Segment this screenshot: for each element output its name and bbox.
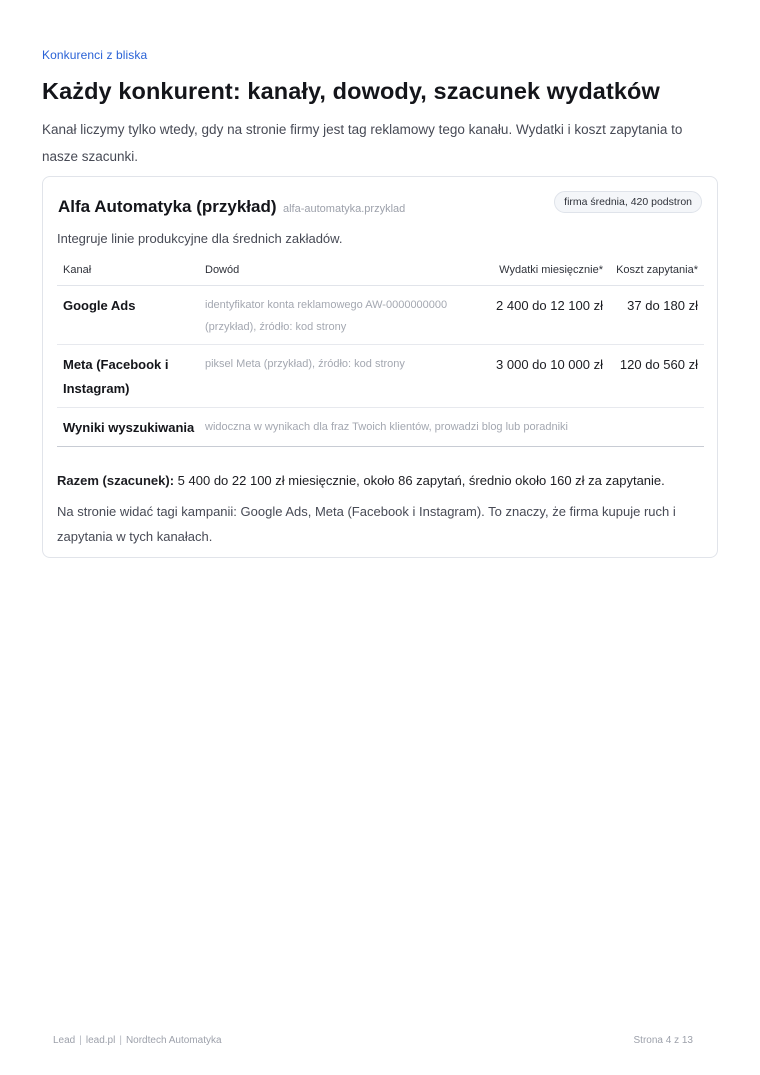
evidence-cell: identyfikator konta reklamowego AW-0000000000 (przykład), źródło: kod strony — [205, 299, 448, 333]
total-label: Razem (szacunek): — [57, 473, 175, 488]
channel-cell: Wyniki wyszukiwania — [63, 420, 195, 435]
evidence-cell: widoczna w wynikach dla fraz Twoich klientów, prowadzi blog lub poradniki — [205, 421, 568, 433]
page-title: Każdy konkurent: kanały, dowody, szacunek wydatków — [42, 78, 660, 104]
footer-separator: | — [119, 1035, 122, 1046]
section-eyebrow: Konkurenci z bliska — [42, 48, 148, 62]
company-name: Alfa Automatyka (przykład) — [58, 197, 277, 216]
column-header-cost-per-inquiry: Koszt zapytania* — [616, 264, 698, 276]
footer-meta — [53, 1035, 222, 1046]
table-row — [57, 408, 704, 447]
total-value: 5 400 do 22 100 zł miesięcznie, około 86 zapytań, średnio około 160 zł za zapytanie. — [177, 473, 665, 488]
column-header-monthly-spend: Wydatki miesięcznie* — [499, 264, 603, 276]
table-row — [57, 286, 704, 345]
competitor-card — [42, 176, 718, 558]
company-description: Integruje linie produkcyjne dla średnich zakładów. — [57, 231, 343, 246]
cost-cell: 120 do 560 zł — [619, 357, 698, 372]
table-row — [57, 345, 704, 408]
spend-cell: 3 000 do 10 000 zł — [496, 357, 603, 372]
channel-evidence-table — [57, 259, 704, 447]
footer-client: Nordtech Automatyka — [125, 1035, 222, 1046]
channel-cell: Google Ads — [63, 298, 136, 313]
channel-cell: Meta (Facebook i Instagram) — [63, 357, 169, 396]
campaign-note: Na stronie widać tagi kampanii: Google Ads, Meta (Facebook i Instagram). To znaczy, że firma kupuje ruch i zapytania w tych kanałach. — [57, 504, 676, 544]
evidence-cell: piksel Meta (przykład), źródło: kod strony — [205, 358, 405, 370]
table-header-row — [57, 259, 704, 286]
footer-site: lead.pl — [85, 1035, 116, 1046]
company-domain: alfa-automatyka.przyklad — [282, 203, 406, 215]
intro-text: Kanał liczymy tylko wtedy, gdy na stronie firmy jest tag reklamowy tego kanału. Wydatki i koszt zapytania to nasze szacunki. — [42, 122, 683, 164]
company-size-badge: firma średnia, 420 podstron — [554, 191, 702, 213]
footer-separator: | — [79, 1035, 82, 1046]
spend-cell: 2 400 do 12 100 zł — [496, 298, 603, 313]
column-header-evidence: Dowód — [205, 264, 240, 276]
page-number: Strona 4 z 13 — [633, 1035, 693, 1046]
footer-brand: Lead — [53, 1035, 76, 1046]
total-estimate — [57, 473, 665, 488]
cost-cell: 37 do 180 zł — [627, 298, 698, 313]
company-heading — [58, 197, 405, 217]
column-header-channel: Kanał — [63, 264, 92, 276]
